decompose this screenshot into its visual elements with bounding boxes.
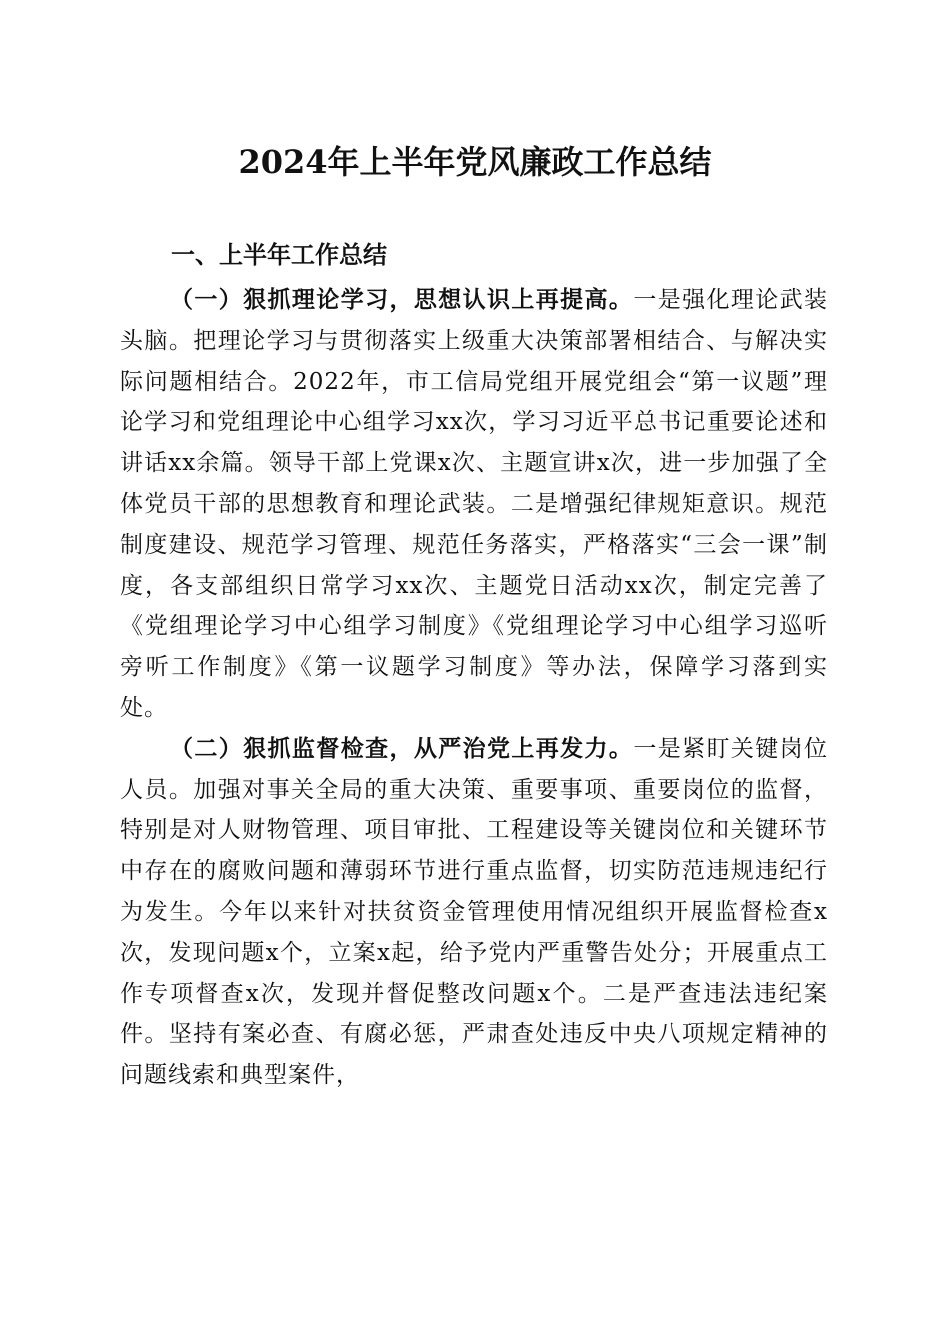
paragraph-1-text: 一是强化理论武装头脑。把理论学习与贯彻落实上级重大决策部署相结合、与解决实际问题相结合。2022年，市工信局党组开展党组会“第一议题”理论学习和党组理论中心组学习xx次，学习习近平总书记重要论述和讲话xx余篇。领导干部上党课x次、主题宣讲x次，进一步加强了全体党员干部的思想教育和理论武装。二是增强纪律规矩意识。规范制度建设、规范学习管理、规范任务落实，严格落实“三会一课”制度，各支部组织日常学习xx次、主题党日活动xx次，制定完善了《党组理论学习中心组学习制度》《党组理论学习中心组学习巡听旁听工作制度》《第一议题学习制度》等办法，保障学习落到实处。: [120, 287, 829, 721]
paragraph-2-lead: （二）狠抓监督检查，从严治党上再发力。: [170, 734, 634, 762]
paragraph-2-text: 一是紧盯关键岗位人员。加强对事关全局的重大决策、重要事项、重要岗位的监督，特别是对人财物管理、项目审批、工程建设等关键岗位和关键环节中存在的腐败问题和薄弱环节进行重点监督，切实防范违规违纪行为发生。今年以来针对扶贫资金管理使用情况组织开展监督检查x次，发现问题x个，立案x起，给予党内严重警告处分；开展重点工作专项督查x次，发现并督促整改问题x个。二是严查违法违纪案件。坚持有案必查、有腐必惩，严肃查处违反中央八项规定精神的问题线索和典型案件，: [120, 735, 829, 1089]
document-body: [120, 280, 828, 1096]
section-heading: 一、上半年工作总结: [171, 241, 387, 269]
paragraph-1: [120, 280, 828, 729]
paragraph-1-lead: （一）狠抓理论学习，思想认识上再提高。: [170, 286, 634, 313]
document-title: 2024年上半年党风廉政工作总结: [238, 143, 712, 181]
paragraph-2: [120, 729, 828, 1096]
